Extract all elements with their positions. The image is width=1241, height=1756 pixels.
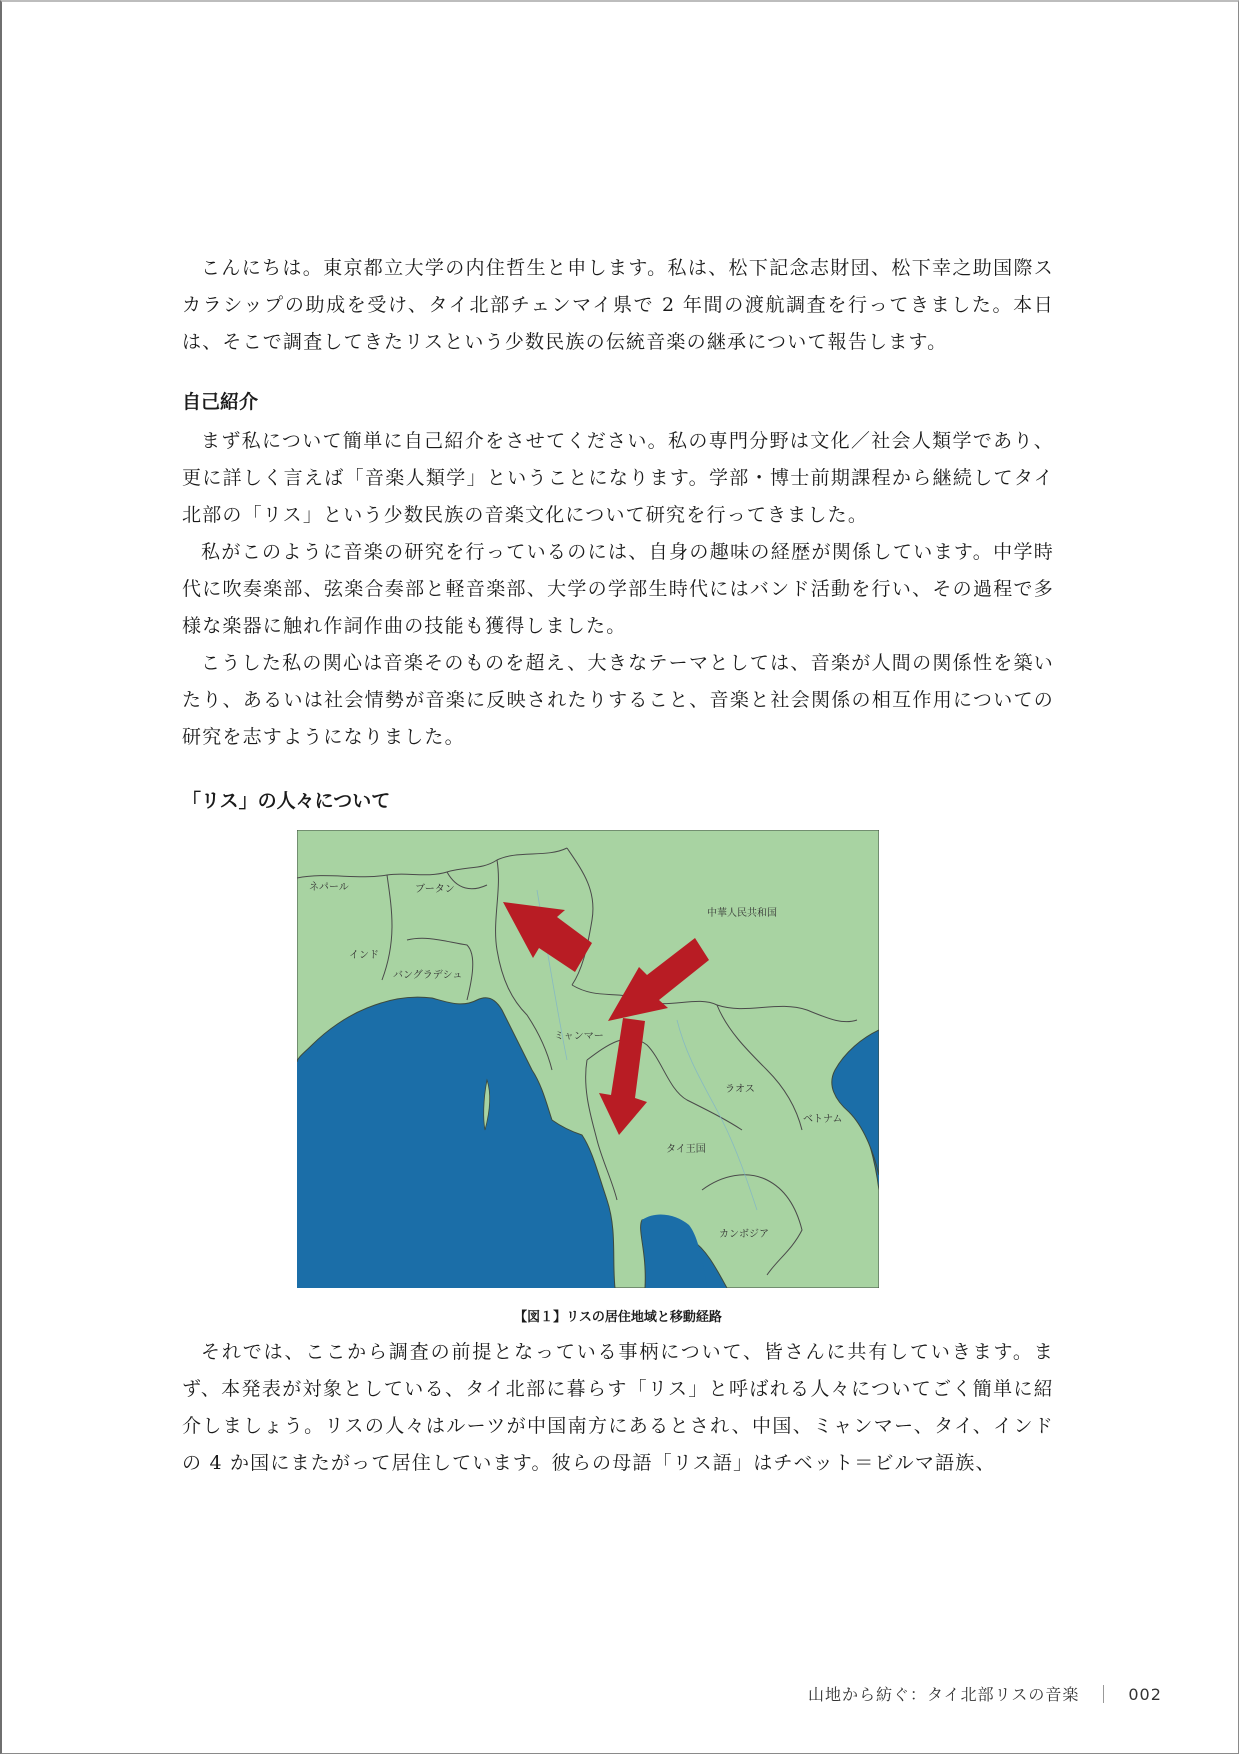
section-heading-self-introduction: 自己紹介 [182,391,259,413]
map-label-china: 中華人民共和国 [707,908,777,919]
map-label-thailand: タイ王国 [666,1144,706,1155]
lisu-paragraph-1: それでは、ここから調査の前提となっている事柄について、皆さんに共有していきます。まず、本発表が対象としている、タイ北部に暮らす「リス」と呼ばれる人々についてごく簡単に紹介しましょう。リスの人々はルーツが中国南方にあるとされ、中国、ミャンマー、タイ、インドの 4 か国にまたがって居住しています。彼らの母語「リス語」はチベット＝ビルマ語族、 [182,1341,1054,1474]
map-label-bhutan: ブータン [415,884,455,895]
lisu-migration-map [297,830,879,1288]
section-heading-lisu-people: 「リス」の人々について [182,790,391,812]
map-label-cambodia: カンボジア [719,1229,769,1240]
map-graphic [297,830,879,1288]
page-footer [808,1682,1162,1705]
intro-paragraph: こんにちは。東京都立大学の内住哲生と申します。私は、松下記念志財団、松下幸之助国際スカラシップの助成を受け、タイ北部チェンマイ県で 2 年間の渡航調査を行ってきました。本日は、そこで調査してきたリスという少数民族の伝統音楽の継承について報告します。 [182,257,1054,353]
self-intro-paragraph-2: 私がこのように音楽の研究を行っているのには、自身の趣味の経歴が関係しています。中学時代に吹奏楽部、弦楽合奏部と軽音楽部、大学の学部生時代にはバンド活動を行い、その過程で多様な楽器に触れ作詞作曲の技能も獲得しました。 [182,541,1054,637]
map-label-vietnam: ベトナム [803,1114,843,1125]
andaman-island [484,1080,490,1130]
figure-caption: 【図１】リスの居住地域と移動経路 [514,1310,722,1325]
self-intro-paragraph-1: まず私について簡単に自己紹介をさせてください。私の専門分野は文化／社会人類学であり、更に詳しく言えば「音楽人類学」ということになります。学部・博士前期課程から継続してタイ北部の「リス」という少数民族の音楽文化について研究を行ってきました。 [182,430,1054,526]
map-label-bangladesh: バングラデシュ [393,970,463,981]
map-label-myanmar: ミャンマー [554,1031,604,1042]
map-label-laos: ラオス [725,1084,755,1095]
map-label-india: インド [349,950,379,961]
map-label-nepal: ネパール [309,882,349,893]
running-title: 山地から紡ぐ：タイ北部リスの音楽 [808,1685,1080,1704]
page-content [182,250,1054,1482]
page-number: 002 [1128,1685,1162,1704]
footer-separator [1103,1685,1104,1703]
figure-1 [155,830,1054,1288]
self-intro-paragraph-3: こうした私の関心は音楽そのものを超え、大きなテーマとしては、音楽が人間の関係性を築いたり、あるいは社会情勢が音楽に反映されたりすること、音楽と社会関係の相互作用についての研究を志すようになりました。 [182,652,1054,748]
